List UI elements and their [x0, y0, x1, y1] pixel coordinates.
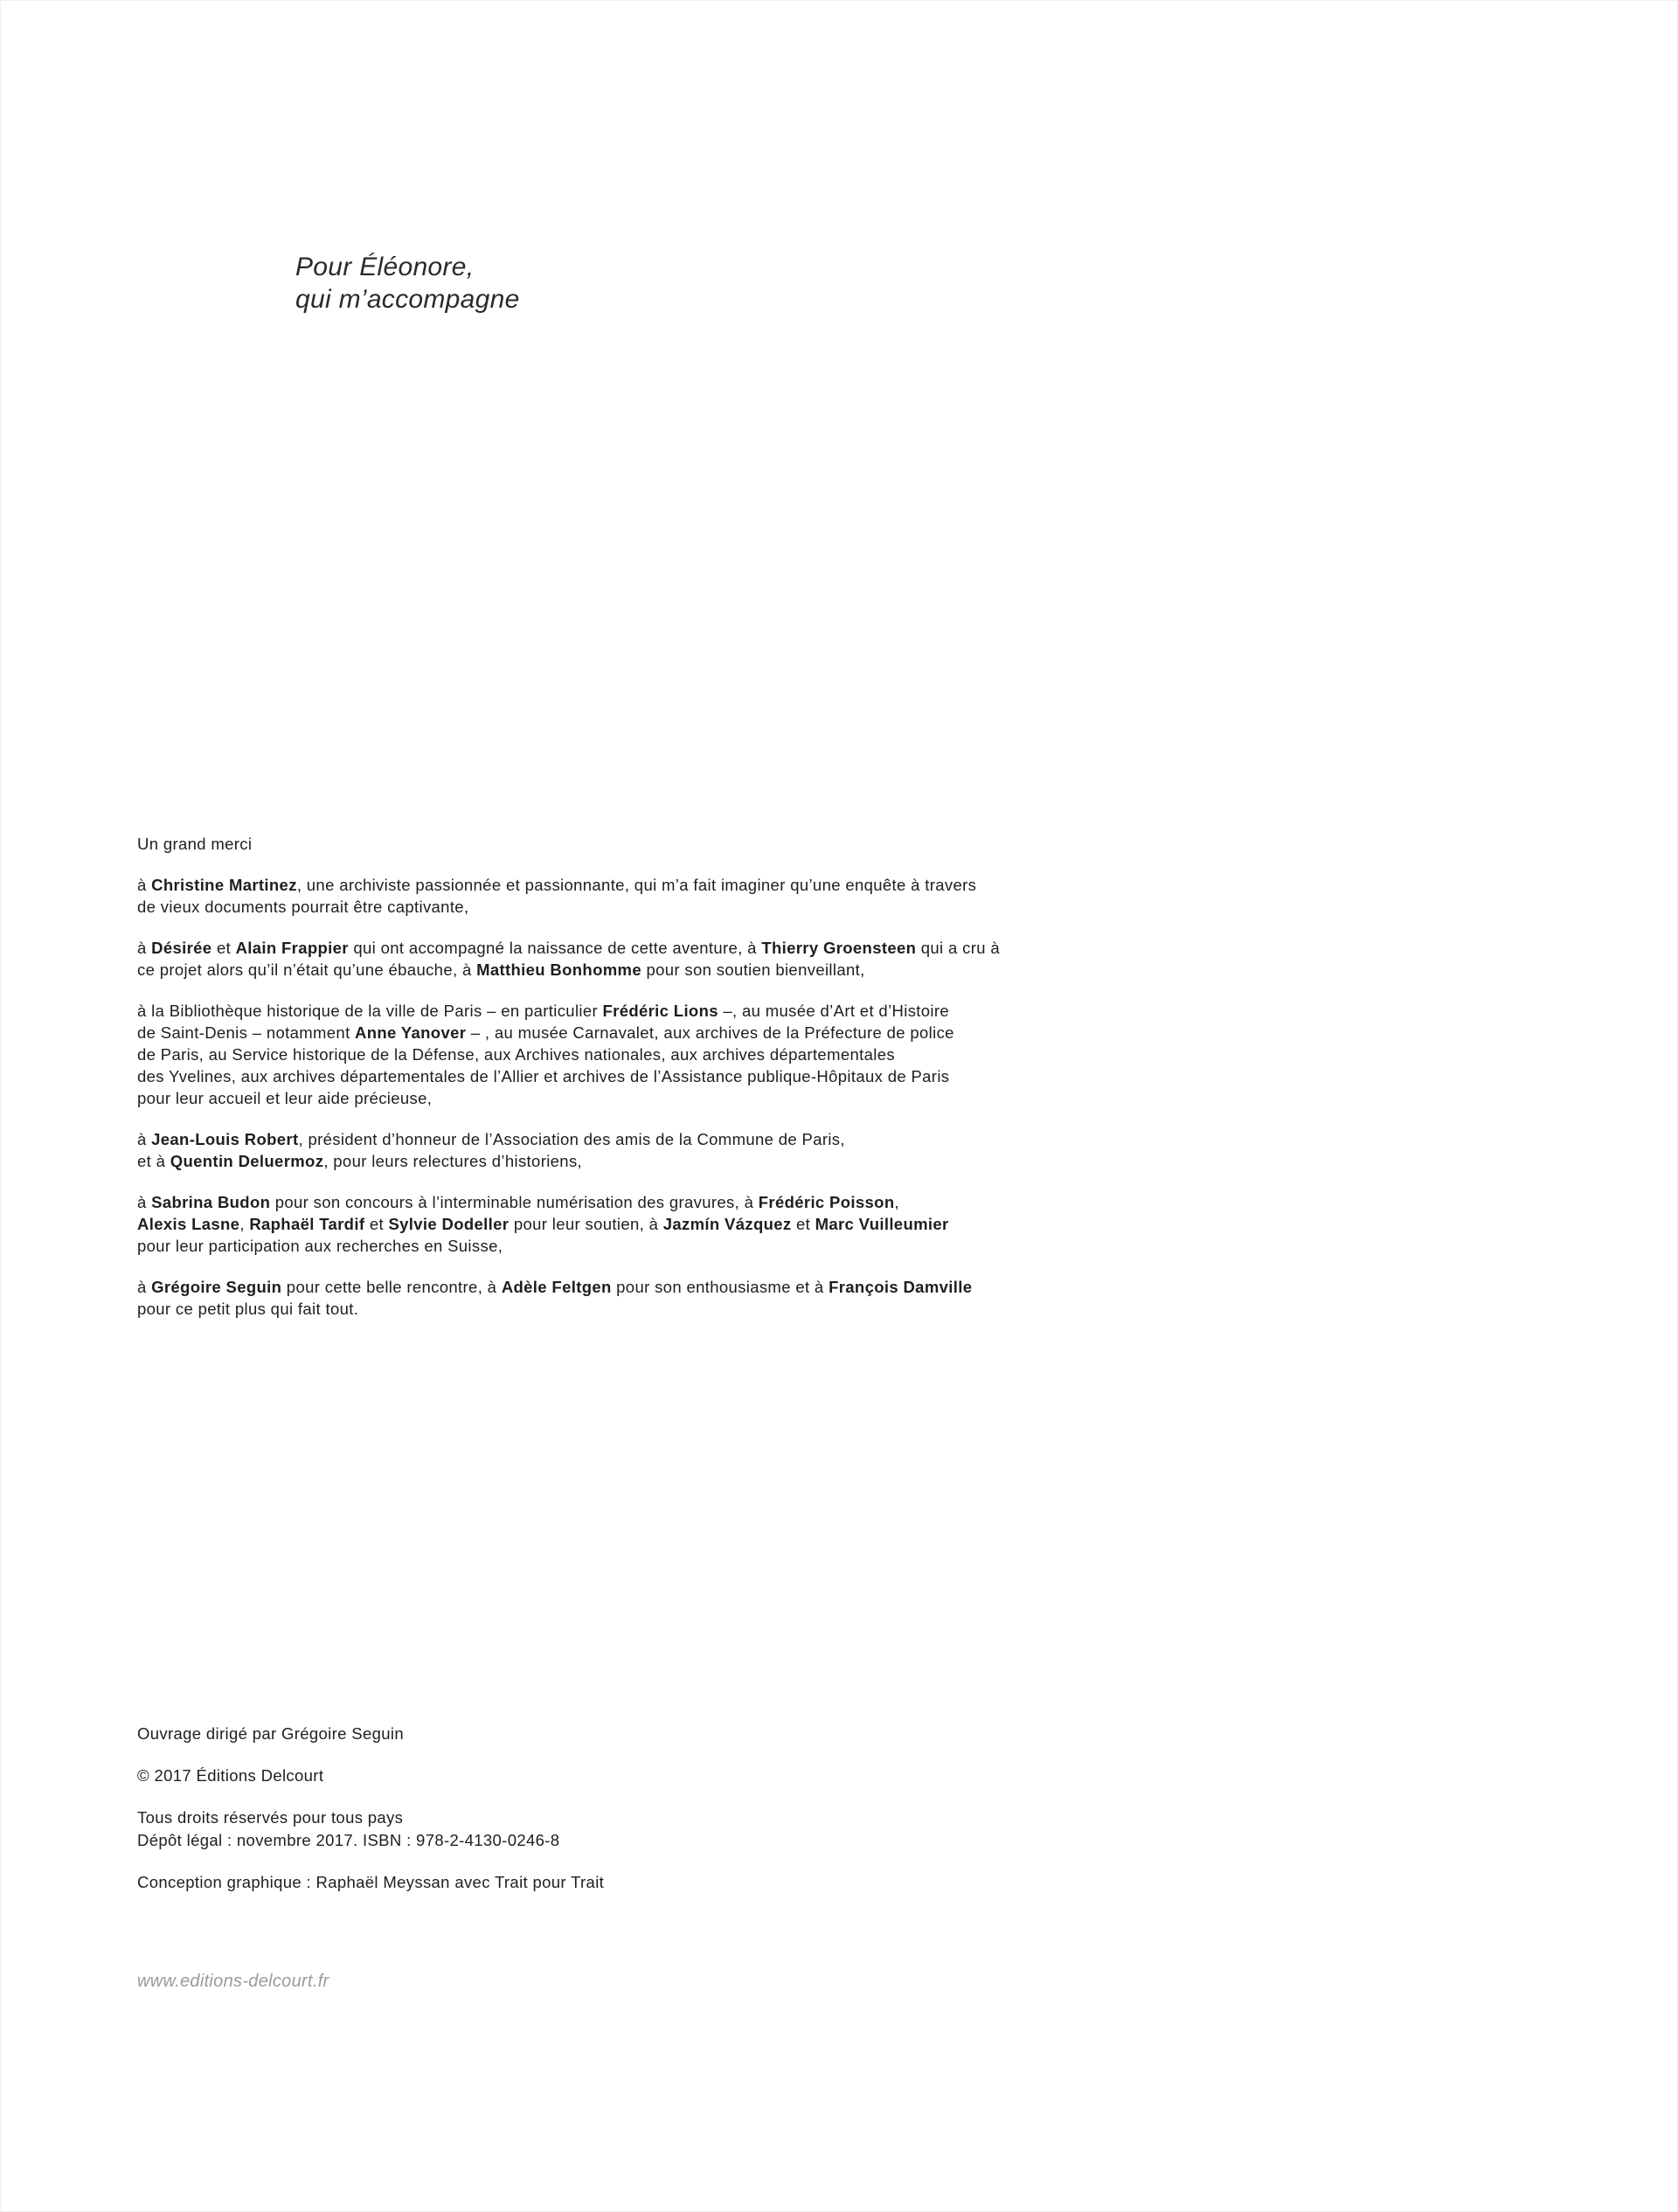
acknowledgment-paragraph — [137, 874, 1000, 918]
person-name: Adèle Feltgen — [501, 1278, 612, 1296]
person-name: Alexis Lasne — [137, 1215, 240, 1233]
person-name: Thierry Groensteen — [761, 939, 917, 957]
text-line — [137, 937, 1000, 959]
acknowledgment-paragraph — [137, 1191, 1000, 1257]
text-line — [137, 1087, 1000, 1109]
text-line — [137, 1213, 1000, 1235]
text-segment: à la Bibliothèque historique de la ville de Paris – en particulier — [137, 1002, 603, 1020]
text-segment: des Yvelines, aux archives départementales de l’Allier et archives de l’Assistance publique-Hôpitaux de Paris — [137, 1067, 950, 1085]
acknowledgment-paragraph — [137, 1128, 1000, 1172]
text-line — [137, 1276, 1000, 1298]
acknowledgments-paragraphs — [137, 874, 1000, 1320]
text-line — [137, 959, 1000, 981]
text-segment: pour leur soutien, à — [509, 1215, 663, 1233]
text-segment: à — [137, 1130, 152, 1148]
text-segment: à — [137, 1193, 152, 1211]
text-segment: , une archiviste passionnée et passionnante, qui m’a fait imaginer qu’une enquête à travers — [296, 876, 977, 894]
person-name: Désirée — [151, 939, 212, 957]
text-line — [137, 1191, 1000, 1213]
person-name: Frédéric Lions — [602, 1002, 718, 1020]
colophon-line: Dépôt légal : novembre 2017. ISBN : 978-2-4130-0246-8 — [137, 1831, 560, 1849]
text-line — [137, 1235, 1000, 1257]
acknowledgments-section — [137, 833, 1000, 1339]
person-name: Sabrina Budon — [151, 1193, 271, 1211]
person-name: Frédéric Poisson — [758, 1193, 895, 1211]
text-line — [137, 1128, 1000, 1150]
text-line — [137, 1000, 1000, 1022]
publisher-website-url: www.editions-delcourt.fr — [137, 1972, 329, 1991]
person-name: François Damville — [829, 1278, 973, 1296]
colophon-block — [137, 1723, 604, 1745]
text-segment: de vieux documents pourrait être captivante, — [137, 898, 469, 916]
text-line — [137, 1298, 1000, 1320]
person-name: Marc Vuilleumier — [815, 1215, 949, 1233]
colophon-line: Conception graphique : Raphaël Meyssan avec Trait pour Trait — [137, 1873, 605, 1891]
text-segment: pour son enthousiasme et à — [611, 1278, 829, 1296]
acknowledgment-paragraph — [137, 937, 1000, 981]
person-name: Alain Frappier — [235, 939, 349, 957]
person-name: Anne Yanover — [355, 1023, 467, 1042]
text-segment: qui ont accompagné la naissance de cette aventure, à — [348, 939, 762, 957]
text-line — [137, 1044, 1000, 1065]
person-name: Matthieu Bonhomme — [476, 960, 641, 979]
text-segment: et — [791, 1215, 815, 1233]
text-segment: à — [137, 1278, 152, 1296]
text-segment: qui a cru à — [916, 939, 1001, 957]
text-segment: à — [137, 876, 152, 894]
acknowledgment-paragraph — [137, 1276, 1000, 1320]
person-name: Raphaël Tardif — [249, 1215, 365, 1233]
text-segment: à — [137, 939, 152, 957]
text-segment: , pour leurs relectures d’historiens, — [323, 1152, 583, 1170]
text-segment: et — [364, 1215, 389, 1233]
text-line — [137, 896, 1000, 918]
dedication-line: Pour Éléonore, — [295, 253, 475, 281]
text-segment: ce projet alors qu’il n’était qu’une ébauche, à — [137, 960, 477, 979]
colophon — [137, 1723, 604, 1913]
text-segment: et à — [137, 1152, 170, 1170]
text-line — [137, 874, 1000, 896]
text-segment: pour son soutien bienveillant, — [641, 960, 865, 979]
text-segment: pour leur accueil et leur aide précieuse, — [137, 1089, 433, 1107]
colophon-line: © 2017 Éditions Delcourt — [137, 1766, 324, 1785]
colophon-block — [137, 1765, 604, 1787]
colophon-block — [137, 1871, 604, 1894]
text-segment: pour leur participation aux recherches en Suisse, — [137, 1237, 503, 1255]
text-segment: pour ce petit plus qui fait tout. — [137, 1300, 359, 1318]
text-segment: et — [211, 939, 236, 957]
person-name: Jean-Louis Robert — [151, 1130, 299, 1148]
colophon-block — [137, 1806, 604, 1852]
text-segment: , président d’honneur de l’Association des amis de la Commune de Paris, — [298, 1130, 845, 1148]
text-segment: –, au musée d’Art et d’Histoire — [718, 1002, 950, 1020]
text-segment: pour cette belle rencontre, à — [281, 1278, 502, 1296]
text-segment: , — [239, 1215, 250, 1233]
colophon-line: Tous droits réservés pour tous pays — [137, 1808, 404, 1827]
person-name: Grégoire Seguin — [151, 1278, 282, 1296]
acknowledgment-paragraph — [137, 1000, 1000, 1109]
person-name: Quentin Deluermoz — [170, 1152, 324, 1170]
person-name: Jazmín Vázquez — [662, 1215, 792, 1233]
colophon-line: Ouvrage dirigé par Grégoire Seguin — [137, 1724, 404, 1743]
text-segment: de Paris, au Service historique de la Défense, aux Archives nationales, aux archives départementales — [137, 1045, 895, 1064]
text-segment: pour son concours à l’interminable numérisation des gravures, à — [270, 1193, 759, 1211]
text-line — [137, 1065, 1000, 1087]
dedication-line: qui m’accompagne — [295, 285, 520, 314]
text-line — [137, 1150, 1000, 1172]
text-segment: de Saint-Denis – notamment — [137, 1023, 356, 1042]
text-segment: – , au musée Carnavalet, aux archives de la Préfecture de police — [466, 1023, 954, 1042]
person-name: Sylvie Dodeller — [388, 1215, 510, 1233]
person-name: Christine Martinez — [151, 876, 297, 894]
acknowledgments-intro: Un grand merci — [137, 835, 253, 853]
text-line — [137, 1022, 1000, 1044]
dedication — [295, 251, 520, 316]
text-segment: , — [894, 1193, 899, 1211]
